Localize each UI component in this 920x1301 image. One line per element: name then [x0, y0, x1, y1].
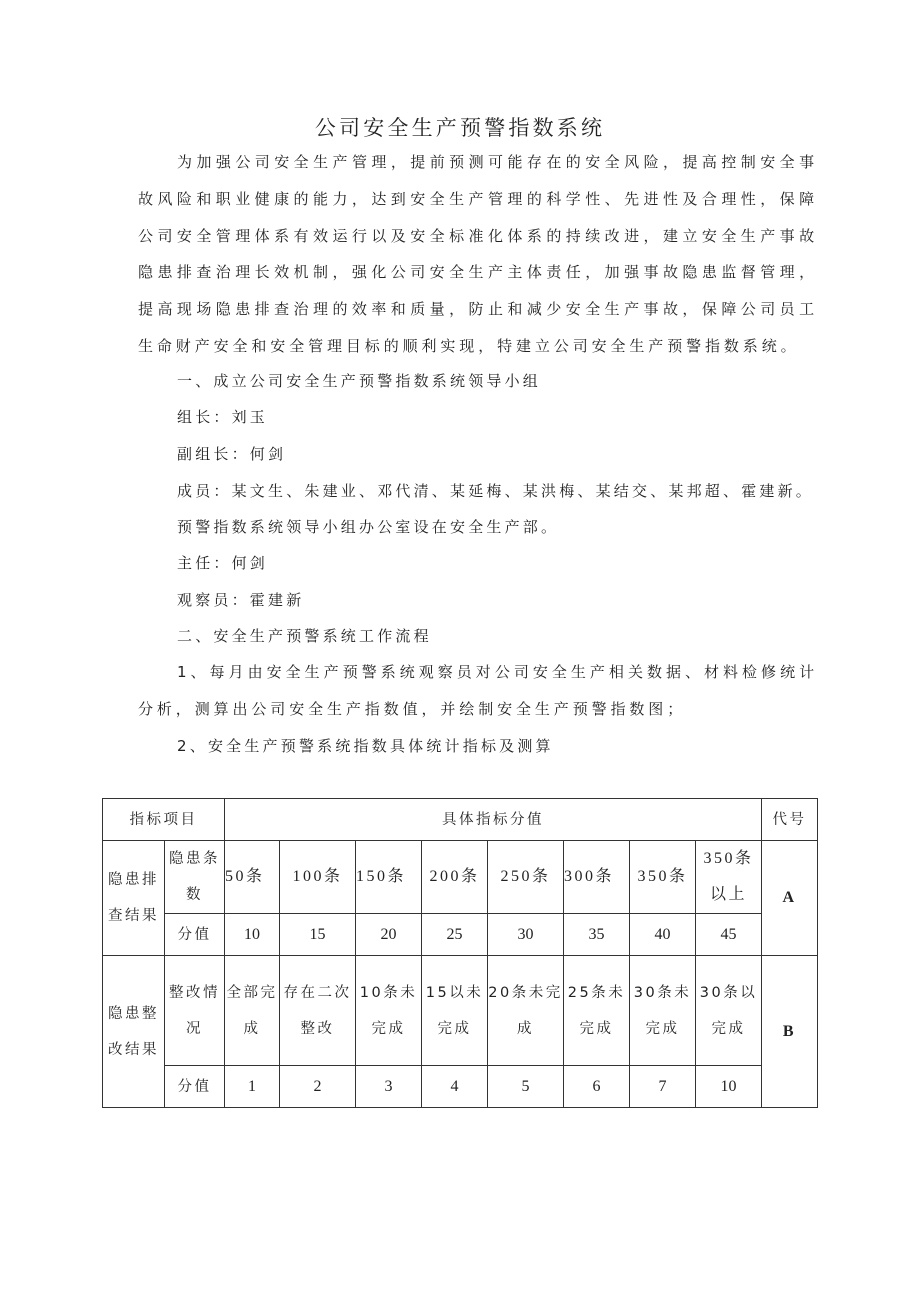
- group-a-label: 隐患排查结果: [103, 841, 165, 956]
- table-cell: 50条: [225, 841, 280, 914]
- table-cell: 35: [564, 914, 630, 956]
- table-row: [103, 914, 818, 956]
- workflow-item-1: 1、每月由安全生产预警系统观察员对公司安全生产相关数据、材料检修统计分析，测算出公司安全生产指数值，并绘制安全生产预警指数图；: [138, 663, 818, 718]
- table-cell: 10: [225, 914, 280, 956]
- table-cell: 2: [280, 1066, 356, 1108]
- table-cell: 1: [225, 1066, 280, 1108]
- table-cell: 30: [488, 914, 564, 956]
- group-b-row2-label: 分值: [165, 1066, 225, 1108]
- table-cell: 40: [630, 914, 696, 956]
- section2-heading: 二、安全生产预警系统工作流程: [177, 627, 432, 645]
- table-cell: 30条以完成: [696, 956, 762, 1066]
- table-cell: 30条未完成: [630, 956, 696, 1066]
- table-cell: 25条未完成: [564, 956, 630, 1066]
- intro-paragraph: 为加强公司安全生产管理，提前预测可能存在的安全风险，提高控制安全事故风险和职业健康的能力，达到安全生产管理的科学性、先进性及合理性，保障公司安全管理体系有效运行以及安全标准化体系的持续改进，建立安全生产事故隐患排查治理长效机制，强化公司安全生产主体责任，加强事故隐患监督管理，提高现场隐患排查治理的效率和质量，防止和减少安全生产事故，保障公司员工生命财产安全和安全管理目标的顺利实现，特建立公司安全生产预警指数系统。: [138, 153, 818, 355]
- table-cell: 4: [422, 1066, 488, 1108]
- table-cell: 200条: [422, 841, 488, 914]
- table-cell: 300条: [564, 841, 630, 914]
- director: 主任：何剑: [177, 554, 269, 572]
- table-cell: 350条: [630, 841, 696, 914]
- table-cell: 10: [696, 1066, 762, 1108]
- header-item: 指标项目: [103, 799, 225, 841]
- table-cell: 20条未完成: [488, 956, 564, 1066]
- table-cell: 3: [356, 1066, 422, 1108]
- table-row: [103, 1066, 818, 1108]
- table-cell: 45: [696, 914, 762, 956]
- header-values: 具体指标分值: [225, 799, 762, 841]
- indicator-table: [102, 798, 818, 1108]
- table-row: [103, 956, 818, 1066]
- office-location: 预警指数系统领导小组办公室设在安全生产部。: [177, 518, 560, 536]
- table-cell: 10条未完成: [356, 956, 422, 1066]
- table-cell: 5: [488, 1066, 564, 1108]
- table-cell: 150条: [356, 841, 422, 914]
- table-cell: 15以未完成: [422, 956, 488, 1066]
- table-header-row: [103, 799, 818, 841]
- table-row: [103, 841, 818, 914]
- table-cell: 350条以上: [696, 841, 762, 914]
- table-cell: 100条: [280, 841, 356, 914]
- table-cell: 存在二次整改: [280, 956, 356, 1066]
- group-b-label: 隐患整改结果: [103, 956, 165, 1108]
- team-leader: 组长：刘玉: [177, 408, 269, 426]
- table-cell: 25: [422, 914, 488, 956]
- workflow-item-2: 2、安全生产预警系统指数具体统计指标及测算: [177, 737, 554, 755]
- group-a-row2-label: 分值: [165, 914, 225, 956]
- section1-heading: 一、成立公司安全生产预警指数系统领导小组: [177, 372, 542, 390]
- group-b-row1-label: 整改情况: [165, 956, 225, 1066]
- deputy-leader: 副组长：何剑: [177, 445, 287, 463]
- document-title: 公司安全生产预警指数系统: [314, 116, 606, 140]
- table-cell: 7: [630, 1066, 696, 1108]
- group-b-code: B: [762, 956, 818, 1108]
- table-cell: 15: [280, 914, 356, 956]
- header-code: 代号: [762, 799, 818, 841]
- table-cell: 全部完成: [225, 956, 280, 1066]
- observer: 观察员：霍建新: [177, 591, 305, 609]
- table-cell: 250条: [488, 841, 564, 914]
- table-cell: 6: [564, 1066, 630, 1108]
- group-a-row1-label: 隐患条数: [165, 841, 225, 914]
- table-cell: 20: [356, 914, 422, 956]
- team-members: 成员：某文生、朱建业、邓代清、某延梅、某洪梅、某结交、某邦超、霍建新。: [177, 482, 815, 500]
- group-a-code: A: [762, 841, 818, 956]
